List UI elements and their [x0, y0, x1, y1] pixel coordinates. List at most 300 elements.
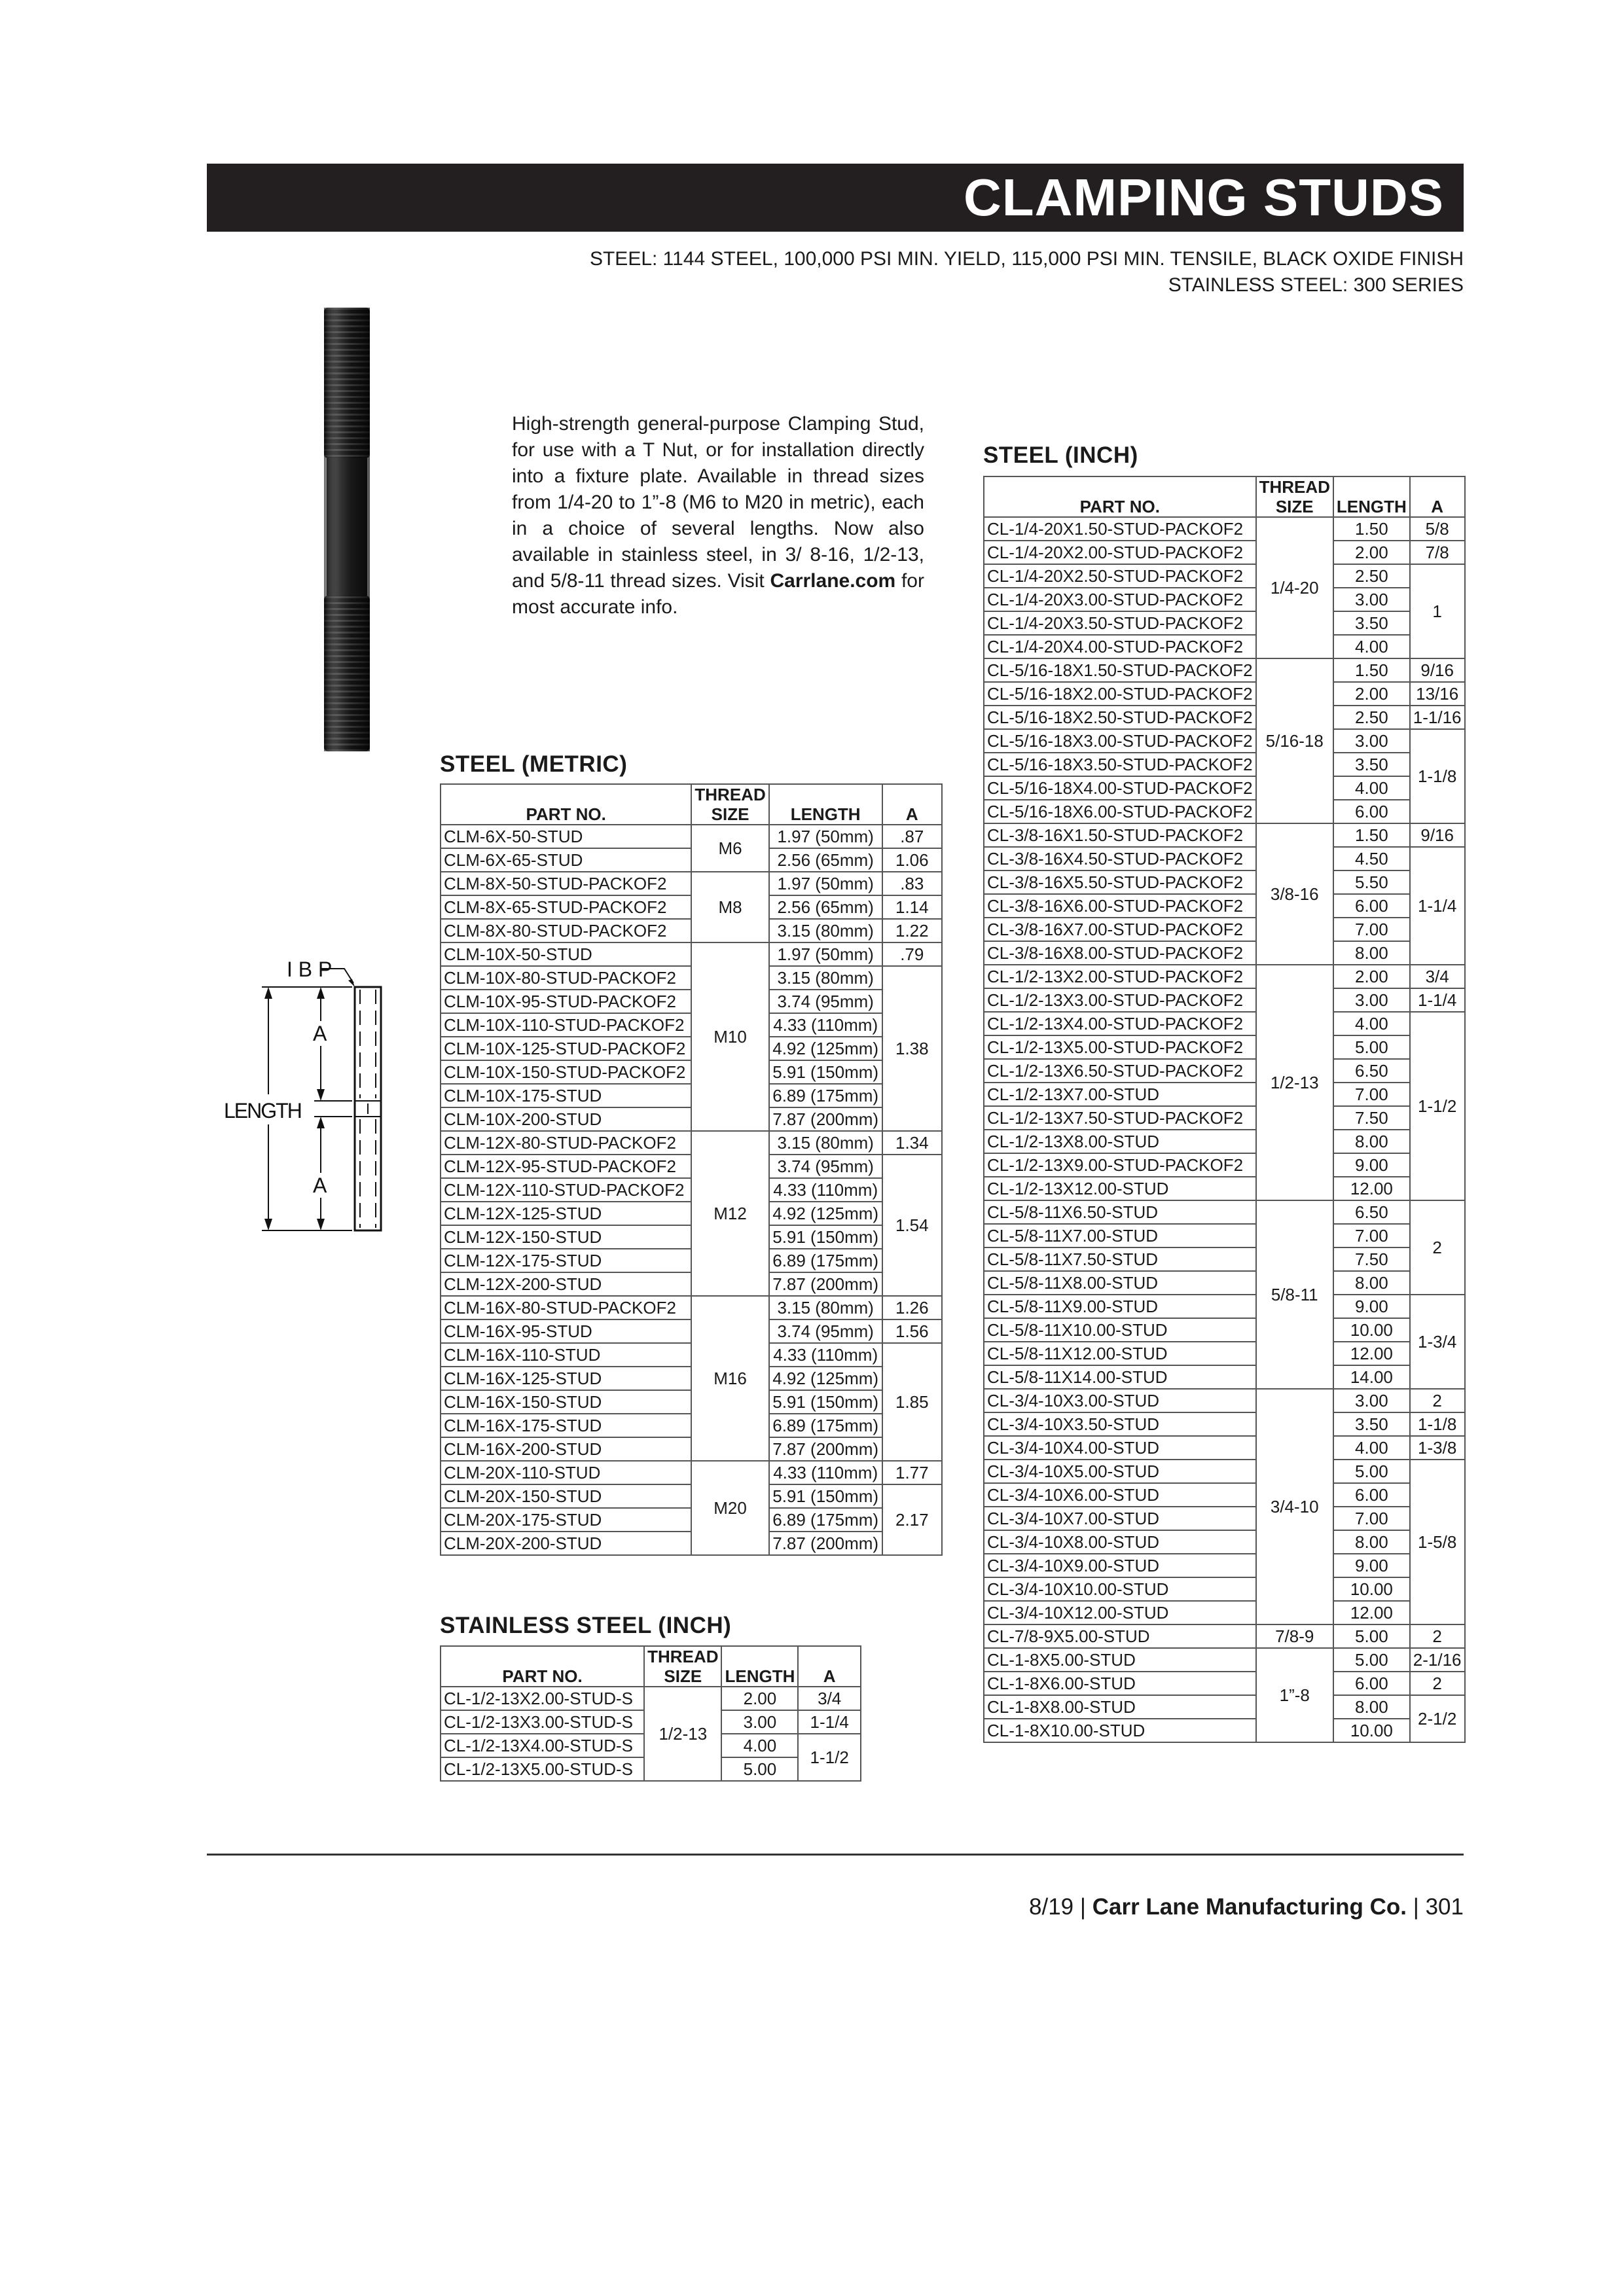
length-value: 7.00 — [1333, 1507, 1410, 1530]
part-number: CL-3/4-10X10.00-STUD — [984, 1577, 1256, 1601]
table-row — [984, 988, 1465, 1012]
footer-date: 8/19 — [1029, 1894, 1074, 1920]
length-value: 2.50 — [1333, 564, 1410, 588]
length-value: 4.00 — [721, 1734, 798, 1757]
length-value: 6.50 — [1333, 1059, 1410, 1083]
length-value: 10.00 — [1333, 1719, 1410, 1742]
col-a: A — [882, 784, 942, 825]
part-number: CL-3/4-10X4.00-STUD — [984, 1436, 1256, 1460]
part-number: CLM-20X-150-STUD — [441, 1484, 691, 1508]
table-row — [984, 1507, 1465, 1530]
product-description — [512, 411, 924, 620]
table-row — [441, 1272, 942, 1296]
table-row — [984, 1012, 1465, 1035]
length-value: 4.92 (125mm) — [769, 1037, 882, 1060]
a-dimension: 1.22 — [882, 919, 942, 942]
part-number: CL-5/8-11X10.00-STUD — [984, 1318, 1256, 1342]
stud-photo — [321, 308, 380, 756]
part-number: CL-1/2-13X4.00-STUD-S — [441, 1734, 644, 1757]
part-number: CL-5/16-18X2.00-STUD-PACKOF2 — [984, 682, 1256, 706]
table-row — [984, 564, 1465, 588]
table-row — [984, 729, 1465, 753]
length-value: 1.50 — [1333, 823, 1410, 847]
part-number: CL-3/4-10X12.00-STUD — [984, 1601, 1256, 1624]
part-number: CL-1-8X8.00-STUD — [984, 1695, 1256, 1719]
length-value: 3.50 — [1333, 611, 1410, 635]
length-value: 7.87 (200mm) — [769, 1532, 882, 1555]
table-row — [984, 1624, 1465, 1648]
part-number: CL-5/16-18X3.00-STUD-PACKOF2 — [984, 729, 1256, 753]
part-number: CL-1/2-13X3.00-STUD-PACKOF2 — [984, 988, 1256, 1012]
length-value: 3.00 — [1333, 588, 1410, 611]
length-value: 9.00 — [1333, 1295, 1410, 1318]
table-row — [441, 1155, 942, 1178]
part-number: CLM-10X-200-STUD — [441, 1107, 691, 1131]
table-row — [441, 895, 942, 919]
length-value: 3.50 — [1333, 753, 1410, 776]
part-number: CL-5/16-18X4.00-STUD-PACKOF2 — [984, 776, 1256, 800]
table-row — [441, 990, 942, 1013]
length-value: 5.00 — [1333, 1035, 1410, 1059]
length-value: 7.00 — [1333, 1083, 1410, 1106]
table-row — [984, 1601, 1465, 1624]
a-dimension: 1-3/4 — [1410, 1295, 1465, 1389]
length-value: 1.97 (50mm) — [769, 825, 882, 848]
page-title: CLAMPING STUDS — [964, 168, 1444, 226]
a-dimension: .83 — [882, 872, 942, 895]
part-number: CL-5/16-18X6.00-STUD-PACKOF2 — [984, 800, 1256, 823]
part-number: CL-1/2-13X5.00-STUD-PACKOF2 — [984, 1035, 1256, 1059]
part-number: CL-1/2-13X2.00-STUD-PACKOF2 — [984, 965, 1256, 988]
length-value: 2.00 — [1333, 965, 1410, 988]
a-dimension: 2.17 — [882, 1484, 942, 1555]
table-row — [984, 682, 1465, 706]
length-value: 2.00 — [1333, 682, 1410, 706]
table-row — [984, 1224, 1465, 1247]
table-row — [984, 894, 1465, 918]
table-row — [984, 1247, 1465, 1271]
part-number: CLM-12X-125-STUD — [441, 1202, 691, 1225]
stainless-table — [440, 1645, 861, 1782]
part-number: CLM-10X-95-STUD-PACKOF2 — [441, 990, 691, 1013]
footer-divider — [207, 1854, 1464, 1856]
a-dimension: 1.06 — [882, 848, 942, 872]
a-dimension: 1-1/2 — [1410, 1012, 1465, 1200]
diagram-label-a-bottom: A — [313, 1174, 327, 1197]
length-value: 5.00 — [721, 1757, 798, 1781]
length-value: 2.50 — [1333, 706, 1410, 729]
table-row — [441, 1178, 942, 1202]
diagram-label-ibp: I B P — [287, 958, 333, 981]
length-value: 5.00 — [1333, 1460, 1410, 1483]
length-value: 4.00 — [1333, 635, 1410, 658]
part-number: CL-1/2-13X8.00-STUD — [984, 1130, 1256, 1153]
thread-size: M12 — [691, 1131, 768, 1296]
a-dimension: 1-1/8 — [1410, 729, 1465, 823]
length-value: 6.00 — [1333, 1483, 1410, 1507]
length-value: 2.00 — [721, 1687, 798, 1710]
diagram-label-a-top: A — [313, 1022, 327, 1045]
length-value: 8.00 — [1333, 1271, 1410, 1295]
length-value: 2.56 (65mm) — [769, 895, 882, 919]
length-value: 2.00 — [1333, 541, 1410, 564]
length-value: 5.91 (150mm) — [769, 1060, 882, 1084]
table-row — [984, 611, 1465, 635]
part-number: CLM-16X-125-STUD — [441, 1367, 691, 1390]
table-row — [441, 919, 942, 942]
a-dimension: 2 — [1410, 1389, 1465, 1412]
a-dimension: 2 — [1410, 1672, 1465, 1695]
table-row — [984, 1342, 1465, 1365]
length-value: 7.87 (200mm) — [769, 1437, 882, 1461]
description-text: High-strength general-purpose Clamping Stud, for use with a T Nut, or for installation directly into a fixture plate. Available in thread sizes from 1/4-20 to 1”-8 (M6 to M20 in metric), each in a choice of several lengths. Now also available in stainless steel, in 3/ 8-16, 1/2-13, and 5/8-11 thread sizes. Visit — [512, 413, 924, 592]
table-row — [984, 1059, 1465, 1083]
length-value: 3.74 (95mm) — [769, 1155, 882, 1178]
part-number: CLM-16X-175-STUD — [441, 1414, 691, 1437]
length-value: 8.00 — [1333, 1130, 1410, 1153]
a-dimension: 1.14 — [882, 895, 942, 919]
length-value: 3.15 (80mm) — [769, 966, 882, 990]
table-row — [984, 1106, 1465, 1130]
table-row — [984, 1295, 1465, 1318]
length-value: 6.00 — [1333, 800, 1410, 823]
table-row — [441, 1060, 942, 1084]
a-dimension: 1-1/4 — [1410, 988, 1465, 1012]
table-row — [441, 1437, 942, 1461]
part-number: CL-5/16-18X3.50-STUD-PACKOF2 — [984, 753, 1256, 776]
part-number: CLM-10X-150-STUD-PACKOF2 — [441, 1060, 691, 1084]
length-value: 1.97 (50mm) — [769, 872, 882, 895]
length-value: 3.74 (95mm) — [769, 990, 882, 1013]
part-number: CL-3/4-10X9.00-STUD — [984, 1554, 1256, 1577]
length-value: 4.50 — [1333, 847, 1410, 870]
thread-size: M10 — [691, 942, 768, 1131]
length-value: 5.50 — [1333, 870, 1410, 894]
part-number: CL-3/8-16X4.50-STUD-PACKOF2 — [984, 847, 1256, 870]
table-row — [984, 847, 1465, 870]
part-number: CLM-10X-110-STUD-PACKOF2 — [441, 1013, 691, 1037]
thread-size: 1/2-13 — [1256, 965, 1333, 1200]
dimension-diagram — [216, 949, 406, 1253]
part-number: CL-3/4-10X7.00-STUD — [984, 1507, 1256, 1530]
length-value: 12.00 — [1333, 1342, 1410, 1365]
table-row — [441, 1131, 942, 1155]
length-value: 3.50 — [1333, 1412, 1410, 1436]
table-row — [441, 1390, 942, 1414]
col-thread-size — [1256, 476, 1333, 517]
length-value: 12.00 — [1333, 1601, 1410, 1624]
a-dimension: .87 — [882, 825, 942, 848]
table-row — [984, 753, 1465, 776]
a-dimension: 2-1/16 — [1410, 1648, 1465, 1672]
length-value: 6.00 — [1333, 894, 1410, 918]
footer-company: Carr Lane Manufacturing Co. — [1092, 1894, 1407, 1920]
a-dimension: 3/4 — [1410, 965, 1465, 988]
part-number: CL-7/8-9X5.00-STUD — [984, 1624, 1256, 1648]
col-part-no: PART NO. — [984, 476, 1256, 517]
length-value: 8.00 — [1333, 1530, 1410, 1554]
part-number: CL-3/4-10X5.00-STUD — [984, 1460, 1256, 1483]
table-row — [984, 1672, 1465, 1695]
part-number: CL-3/4-10X8.00-STUD — [984, 1530, 1256, 1554]
length-value: 9.00 — [1333, 1153, 1410, 1177]
length-value: 12.00 — [1333, 1177, 1410, 1200]
length-value: 6.89 (175mm) — [769, 1249, 882, 1272]
title-bar — [207, 164, 1464, 232]
part-number: CLM-10X-125-STUD-PACKOF2 — [441, 1037, 691, 1060]
length-value: 4.00 — [1333, 1436, 1410, 1460]
length-value: 3.00 — [1333, 1389, 1410, 1412]
part-number: CL-1/2-13X7.50-STUD-PACKOF2 — [984, 1106, 1256, 1130]
table-row — [984, 1035, 1465, 1059]
length-value: 1.97 (50mm) — [769, 942, 882, 966]
thread-size: 3/8-16 — [1256, 823, 1333, 965]
thread-label: THREAD — [695, 785, 766, 804]
a-dimension: 1.56 — [882, 1319, 942, 1343]
part-number: CL-1/4-20X1.50-STUD-PACKOF2 — [984, 517, 1256, 541]
part-number: CLM-6X-50-STUD — [441, 825, 691, 848]
part-number: CLM-8X-80-STUD-PACKOF2 — [441, 919, 691, 942]
part-number: CL-1/2-13X7.00-STUD — [984, 1083, 1256, 1106]
length-value: 6.50 — [1333, 1200, 1410, 1224]
part-number: CLM-10X-80-STUD-PACKOF2 — [441, 966, 691, 990]
table-row — [441, 1013, 942, 1037]
table-row — [984, 706, 1465, 729]
length-value: 4.92 (125mm) — [769, 1202, 882, 1225]
metric-section-title: STEEL (METRIC) — [440, 751, 628, 777]
material-line-steel: STEEL: 1144 STEEL, 100,000 PSI MIN. YIELD, 115,000 PSI MIN. TENSILE, BLACK OXIDE FINISH — [589, 248, 1464, 270]
length-value: 5.91 (150mm) — [769, 1225, 882, 1249]
table-row — [984, 1460, 1465, 1483]
col-a: A — [798, 1646, 861, 1687]
table-row — [441, 1484, 942, 1508]
part-number: CL-1/2-13X5.00-STUD-S — [441, 1757, 644, 1781]
length-value: 3.15 (80mm) — [769, 919, 882, 942]
part-number: CLM-12X-80-STUD-PACKOF2 — [441, 1131, 691, 1155]
table-row — [441, 1414, 942, 1437]
length-value: 3.00 — [1333, 729, 1410, 753]
length-value: 6.00 — [1333, 1672, 1410, 1695]
part-number: CL-1/4-20X3.00-STUD-PACKOF2 — [984, 588, 1256, 611]
length-value: 14.00 — [1333, 1365, 1410, 1389]
length-value: 3.74 (95mm) — [769, 1319, 882, 1343]
table-row — [984, 1648, 1465, 1672]
a-dimension: 9/16 — [1410, 823, 1465, 847]
a-dimension: 1-5/8 — [1410, 1460, 1465, 1624]
length-value: 1.50 — [1333, 658, 1410, 682]
a-dimension: 1-1/16 — [1410, 706, 1465, 729]
part-number: CLM-16X-150-STUD — [441, 1390, 691, 1414]
table-row — [984, 1083, 1465, 1106]
col-part-no: PART NO. — [441, 1646, 644, 1687]
length-value: 3.00 — [1333, 988, 1410, 1012]
length-value: 8.00 — [1333, 941, 1410, 965]
table-row — [984, 1695, 1465, 1719]
a-dimension: 3/4 — [798, 1687, 861, 1710]
part-number: CL-5/8-11X9.00-STUD — [984, 1295, 1256, 1318]
thread-size: 5/8-11 — [1256, 1200, 1333, 1389]
length-value: 7.00 — [1333, 1224, 1410, 1247]
part-number: CL-1/2-13X2.00-STUD-S — [441, 1687, 644, 1710]
table-row — [984, 1483, 1465, 1507]
thread-size: M20 — [691, 1461, 768, 1555]
table-row — [441, 1532, 942, 1555]
table-row — [984, 541, 1465, 564]
table-row — [984, 1130, 1465, 1153]
part-number: CL-3/8-16X5.50-STUD-PACKOF2 — [984, 870, 1256, 894]
a-dimension: 9/16 — [1410, 658, 1465, 682]
table-row — [441, 1249, 942, 1272]
table-row — [441, 872, 942, 895]
part-number: CL-1-8X10.00-STUD — [984, 1719, 1256, 1742]
part-number: CL-1/2-13X4.00-STUD-PACKOF2 — [984, 1012, 1256, 1035]
table-row — [984, 941, 1465, 965]
a-dimension: 2 — [1410, 1624, 1465, 1648]
length-value: 6.89 (175mm) — [769, 1508, 882, 1532]
part-number: CLM-12X-175-STUD — [441, 1249, 691, 1272]
website-link[interactable]: Carrlane.com — [770, 570, 896, 592]
col-thread-size — [691, 784, 768, 825]
part-number: CL-1/4-20X2.00-STUD-PACKOF2 — [984, 541, 1256, 564]
part-number: CLM-6X-65-STUD — [441, 848, 691, 872]
part-number: CLM-12X-110-STUD-PACKOF2 — [441, 1178, 691, 1202]
part-number: CL-5/16-18X1.50-STUD-PACKOF2 — [984, 658, 1256, 682]
part-number: CLM-20X-200-STUD — [441, 1532, 691, 1555]
a-dimension: 1.38 — [882, 966, 942, 1131]
length-value: 4.92 (125mm) — [769, 1367, 882, 1390]
part-number: CLM-20X-110-STUD — [441, 1461, 691, 1484]
length-value: 7.87 (200mm) — [769, 1272, 882, 1296]
part-number: CLM-20X-175-STUD — [441, 1508, 691, 1532]
part-number: CLM-10X-175-STUD — [441, 1084, 691, 1107]
footer-separator: | — [1413, 1894, 1419, 1920]
part-number: CLM-16X-110-STUD — [441, 1343, 691, 1367]
length-value: 9.00 — [1333, 1554, 1410, 1577]
part-number: CL-1/2-13X3.00-STUD-S — [441, 1710, 644, 1734]
part-number: CL-5/16-18X2.50-STUD-PACKOF2 — [984, 706, 1256, 729]
part-number: CL-1-8X6.00-STUD — [984, 1672, 1256, 1695]
part-number: CL-1/2-13X12.00-STUD — [984, 1177, 1256, 1200]
table-row — [441, 1296, 942, 1319]
table-row — [441, 1343, 942, 1367]
part-number: CLM-8X-65-STUD-PACKOF2 — [441, 895, 691, 919]
thread-label: THREAD — [647, 1647, 719, 1666]
table-row — [984, 965, 1465, 988]
table-row — [441, 1687, 861, 1710]
length-value: 5.00 — [1333, 1648, 1410, 1672]
table-row — [441, 1225, 942, 1249]
a-dimension: 1.77 — [882, 1461, 942, 1484]
part-number: CLM-12X-95-STUD-PACKOF2 — [441, 1155, 691, 1178]
table-row — [984, 1530, 1465, 1554]
part-number: CL-5/8-11X7.00-STUD — [984, 1224, 1256, 1247]
thread-size: 7/8-9 — [1256, 1624, 1333, 1648]
table-row — [441, 1367, 942, 1390]
table-row — [441, 1084, 942, 1107]
thread-size: M6 — [691, 825, 768, 872]
table-row — [984, 658, 1465, 682]
table-row — [984, 800, 1465, 823]
length-value: 1.50 — [1333, 517, 1410, 541]
table-row — [984, 1412, 1465, 1436]
size-label: SIZE — [664, 1666, 702, 1686]
col-a: A — [1410, 476, 1465, 517]
part-number: CL-3/8-16X7.00-STUD-PACKOF2 — [984, 918, 1256, 941]
length-value: 7.50 — [1333, 1106, 1410, 1130]
length-value: 7.87 (200mm) — [769, 1107, 882, 1131]
part-number: CL-3/4-10X3.50-STUD — [984, 1412, 1256, 1436]
thread-size: 1”-8 — [1256, 1648, 1333, 1742]
footer-separator: | — [1079, 1894, 1086, 1920]
length-value: 8.00 — [1333, 1695, 1410, 1719]
length-value: 10.00 — [1333, 1577, 1410, 1601]
footer — [1029, 1893, 1464, 1922]
part-number: CL-1/2-13X6.50-STUD-PACKOF2 — [984, 1059, 1256, 1083]
length-value: 6.89 (175mm) — [769, 1414, 882, 1437]
col-length: LENGTH — [769, 784, 882, 825]
inch-section-title: STEEL (INCH) — [983, 442, 1138, 468]
table-row — [441, 1461, 942, 1484]
table-row — [984, 1153, 1465, 1177]
table-row — [984, 517, 1465, 541]
length-value: 6.89 (175mm) — [769, 1084, 882, 1107]
table-row — [441, 848, 942, 872]
thread-size: M16 — [691, 1296, 768, 1461]
a-dimension: 13/16 — [1410, 682, 1465, 706]
table-row — [984, 1577, 1465, 1601]
size-label: SIZE — [1275, 497, 1314, 516]
table-row — [441, 1319, 942, 1343]
table-row — [984, 823, 1465, 847]
a-dimension: 2-1/2 — [1410, 1695, 1465, 1742]
part-number: CL-1/4-20X2.50-STUD-PACKOF2 — [984, 564, 1256, 588]
part-number: CLM-16X-80-STUD-PACKOF2 — [441, 1296, 691, 1319]
table-row — [984, 870, 1465, 894]
part-number: CL-5/8-11X7.50-STUD — [984, 1247, 1256, 1271]
part-number: CL-3/8-16X6.00-STUD-PACKOF2 — [984, 894, 1256, 918]
thread-size: 1/4-20 — [1256, 517, 1333, 658]
part-number: CL-3/8-16X1.50-STUD-PACKOF2 — [984, 823, 1256, 847]
table-row — [441, 825, 942, 848]
table-row — [441, 966, 942, 990]
description-text-end: for most accurate info. — [512, 570, 924, 618]
part-number: CLM-12X-200-STUD — [441, 1272, 691, 1296]
length-value: 4.33 (110mm) — [769, 1343, 882, 1367]
table-row — [984, 1554, 1465, 1577]
a-dimension: .79 — [882, 942, 942, 966]
table-row — [984, 1271, 1465, 1295]
a-dimension: 2 — [1410, 1200, 1465, 1295]
diagram-label-length: LENGTH — [224, 1099, 301, 1122]
length-value: 4.00 — [1333, 1012, 1410, 1035]
table-row — [441, 1037, 942, 1060]
col-length: LENGTH — [721, 1646, 798, 1687]
part-number: CL-3/4-10X3.00-STUD — [984, 1389, 1256, 1412]
thread-size: 3/4-10 — [1256, 1389, 1333, 1624]
length-value: 4.33 (110mm) — [769, 1461, 882, 1484]
part-number: CL-5/8-11X14.00-STUD — [984, 1365, 1256, 1389]
part-number: CLM-16X-200-STUD — [441, 1437, 691, 1461]
table-row — [984, 1389, 1465, 1412]
thread-size: 5/16-18 — [1256, 658, 1333, 823]
a-dimension: 5/8 — [1410, 517, 1465, 541]
length-value: 3.15 (80mm) — [769, 1296, 882, 1319]
a-dimension: 1-1/4 — [798, 1710, 861, 1734]
table-row — [441, 1508, 942, 1532]
length-value: 7.00 — [1333, 918, 1410, 941]
part-number: CL-5/8-11X12.00-STUD — [984, 1342, 1256, 1365]
table-row — [441, 1107, 942, 1131]
